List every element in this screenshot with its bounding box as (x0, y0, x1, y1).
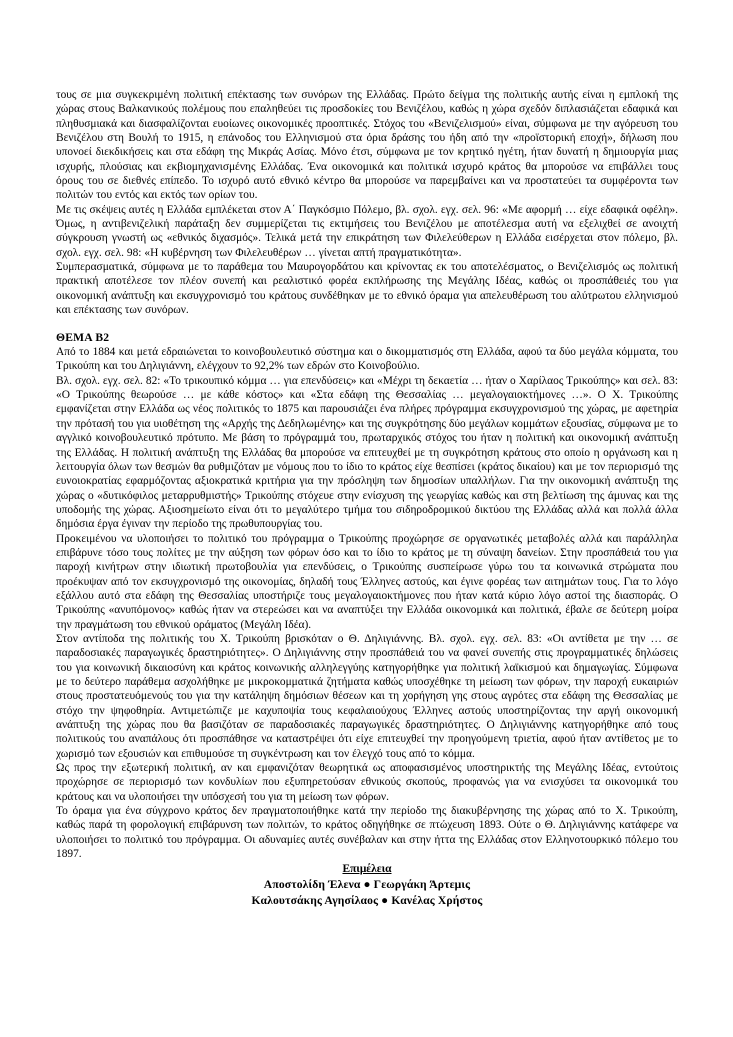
b2-paragraph-2: Βλ. σχολ. εγχ. σελ. 82: «Το τρικουπικό κόμμα … για επενδύσεις» και «Μέχρι τη δεκαετία … ήταν ο Χαρίλαος Τρικούπης» και σελ. 83: «Ο Τρικούπης θεωρούσε … με κάθε κόστος» και «Στα εδάφη της Θεσσαλίας … μεγαλογαιοκτήμονες …». Ο Χ. Τρικούπης εμφανίζεται στην Ελλάδα ως νέος πολιτικός το 1875 και παρουσιάζει ένα πλήρες πρόγραμμα εκσυγχρονισμού της χώρας, με αφετηρία την πρότασή του για υιοθέτηση της «Αρχής της Δεδηλωμένης» και της συγκρότησης δύο μεγάλων κομμάτων εξουσίας, σύμφωνα με το αγγλικό κοινοβουλευτικό πρότυπο. Με βάση το πρόγραμμά του, πρωταρχικός στόχος του ήταν η πολιτική και οικονομική ανάπτυξη της Ελλάδας. Η πολιτική ανάπτυξη της Ελλάδας θα μπορούσε να επιτευχθεί με τη συγκρότηση κράτους στο οποίο η οργάνωση και η λειτουργία όλων των θεσμών θα ρυθμιζόταν με νόμους που το ίδιο το κράτος είχε θεσπίσει (κράτος δικαίου) και με τον περιορισμό της ευνοιοκρατίας εφαρμόζοντας αξιοκρατικά κριτήρια για την πρόσληψη των δημοσίων υπαλλήλων. Για την οικονομική ανάπτυξη της χώρας ο «δυτικόφιλος μεταρρυθμιστής» Τρικούπης στόχευε στην ενίσχυση της γεωργίας καθώς και στη βελτίωση της άμυνας και της υποδομής της χώρας. Αξιοσημείωτο είναι ότι το μεγαλύτερο τμήμα του σιδηροδρομικού δικτύου της Ελλάδας αλλά και πολλά άλλα δημόσια έργα έγιναν την περίοδο της πρωθυπουργίας του. (56, 374, 678, 531)
footer-credits-heading: Επιμέλεια (342, 863, 392, 875)
document-footer (56, 862, 678, 909)
paragraph-intro-2: Με τις σκέψεις αυτές η Ελλάδα εμπλέκεται στον Α΄ Παγκόσμιο Πόλεμο, βλ. σχολ. εγχ. σελ. 96: «Με αφορμή … είχε εδαφικά οφέλη». Όμως, η αντιβενιζελική παράταξη δεν συμμερίζεται τις εκτιμήσεις του Βενιζέλου με αποτέλεσμα αυτή να εξελιχθεί σε ανοιχτή σύγκρουση γνωστή ως «εθνικός διχασμός». Τελικά μετά την επικράτηση των Φιλελεύθερων η Ελλάδα εισέρχεται στον πόλεμο, βλ. σχολ. εγχ. σελ. 98: «Η κυβέρνηση των Φιλελευθέρων … γίνεται απτή πραγματικότητα». (56, 203, 678, 259)
credit-name-3: Καλουτσάκης Αγησίλαος (251, 894, 379, 908)
b2-paragraph-3: Προκειμένου να υλοποιήσει το πολιτικό του πρόγραμμα ο Τρικούπης προχώρησε σε οργανωτικές μεταβολές αλλά και παράλληλα επιβάρυνε τόσο τους πολίτες με την αύξηση των φόρων όσο και το ίδιο το κράτος με τη σύναψη δανείων. Στην προσπάθειά του για παροχή κινήτρων στην ιδιωτική πρωτοβουλία για επενδύσεις, ο Τρικούπης συσπείρωσε γύρω του τα κοινωνικά στρώματα που προέκυψαν από τον εκσυγχρονισμό της οικονομίας, δηλαδή τους Έλληνες αστούς, και έγινε φορέας των αιτημάτων τους. Για το λόγο εξάλλου αυτό στα εδάφη της Θεσσαλίας υποστήριζε τους μεγαλογαιοκτήμονες που ήταν κατά κύριο λόγο αστοί της διασποράς. Ο Τρικούπης «ανυπόμονος» καθώς ήταν να στερεώσει και να αναπτύξει την Ελλάδα οικονομικά και πολιτικά, έβαλε σε δεύτερη μοίρα την πραγμάτωση του εθνικού οράματος (Μεγάλη Ιδέα). (56, 532, 678, 631)
credit-name-1: Αποστολίδη Έλενα (263, 878, 361, 891)
paragraph-intro-3: Συμπερασματικά, σύμφωνα με το παράθεμα του Μαυρογορδάτου και κρίνοντας εκ του αποτελέσματος, ο Βενιζελισμός ως πολιτική πρακτική αποτέλεσε τον πλέον συνεπή και ρεαλιστικό φορέα εκπλήρωσης της Μεγάλης Ιδέας, καθώς οι προσπάθειές του για οικονομική ανάπτυξη και εκσυγχρονισμό του κράτους συνδέθηκαν με το εθνικό όραμα για απελευθέρωση του αλύτρωτου ελληνισμού και επέκτασης των συνόρων. (56, 261, 678, 317)
credit-separator-icon-2: ● (381, 894, 389, 908)
section-spacer (56, 318, 678, 331)
footer-credits-line-1 (56, 877, 678, 893)
credit-name-2: Γεωργάκη Άρτεμις (373, 878, 471, 891)
b2-paragraph-1: Από το 1884 και μετά εδραιώνεται το κοινοβουλευτικό σύστημα και ο δικομματισμός στη Ελλάδα, αφού τα δύο μεγάλα κόμματα, του Τρικούπη και του Δηλιγιάννη, ελέγχουν το 92,2% των εδρών στο Κοινοβούλιο. (56, 346, 678, 373)
paragraph-intro-1: τους σε μια συγκεκριμένη πολιτική επέκτασης των συνόρων της Ελλάδας. Πρώτο δείγμα της πολιτικής αυτής είναι η εμπλοκή της χώρας στους Βαλκανικούς πολέμους που επαληθεύει τις προσδοκίες του Βενιζέλου, καθώς η χώρα σχεδόν διπλασιάζεται εδαφικά και πληθυσμιακά και διασφαλίζονται ευοίωνες οικονομικές προοπτικές. Στόχος του «Βενιζελισμού» είναι, σύμφωνα με την αγόρευση του Βενιζέλου στη Βουλή το 1915, η επάνοδος του Ελληνισμού στα όρια δράσης του ήδη από την «προϊστορική εποχή», δήλωση που υπονοεί διεκδικήσεις και στα εδάφη της Μικράς Ασίας. Μόνο έτσι, σύμφωνα με τον κρητικό ηγέτη, ήταν δυνατή η δημιουργία μιας ισχυρής, πλούσιας και εκβιομηχανισμένης Ελλάδας. Ένα οικονομικά και πολιτικά ισχυρό κράτος θα μπορούσε να επιβάλλει τους όρους του σε διεθνές επίπεδο. Το ισχυρό αυτό εθνικό κέντρο θα μπορούσε να παρεμβαίνει και να προστατεύει τα συμφέροντα των πολιτών του εντός και εκτός των ορίων του. (56, 89, 678, 202)
b2-paragraph-5: Ως προς την εξωτερική πολιτική, αν και εμφανιζόταν θεωρητικά ως αποφασισμένος υποστηρικτής της Μεγάλης Ιδέας, εντούτοις προχώρησε σε περιορισμό των κονδυλίων που εξυπηρετούσαν εθνικούς σκοπούς, προφανώς για να ενισχύσει τα οικονομικά του κράτους και να υλοποιήσει την υπόσχεσή του για τη μείωση των φόρων. (56, 762, 678, 803)
section-heading-b2: ΘΕΜΑ Β2 (56, 330, 110, 344)
b2-paragraph-4: Στον αντίποδα της πολιτικής του Χ. Τρικούπη βρισκόταν ο Θ. Δηλιγιάννης. Βλ. σχολ. εγχ. σελ. 83: «Οι αντίθετα με την … σε παραδοσιακές παραγωγικές δραστηριότητες». Ο Δηλιγιάννης στην προσπάθειά του να φανεί συνεπής στις προγραμματικές δηλώσεις του για κοινωνική δικαιοσύνη και κράτος κοινωνικής αλληλεγγύης κατηγορήθηκε για πολιτική λαϊκισμού και δημαγωγίας. Σύμφωνα με το δεύτερο παράθεμα ασχολήθηκε με μικροκομματικά ζητήματα καθώς υποσχέθηκε τη μείωση των φόρων, την παροχή ευκαιριών στους προστατευόμενούς του για την κατάληψη δημόσιων θέσεων και τη χορήγηση γης στους αγρότες στα εδάφη της Θεσσαλίας με στόχο την ψηφοθηρία. Αντιμετώπιζε με καχυποψία τους κεφαλαιούχους Έλληνες αστούς υποστηρίζοντας την αργή οικονομική ανάπτυξη της χώρας που θα βασιζόταν σε παραδοσιακές παραγωγικές δραστηριότητες. Ο Δηλιγιάννης κατηγορήθηκε από τους πολιτικούς του αναπάλους ότι προσπάθησε να καταστρέψει ότι είχε επιτευχθεί την προηγούμενη τριετία, αφού ήταν αντίθετος με το χωρισμό των εξουσιών και επιθυμούσε τη συγκέντρωση και τον έλεγχό τους από το κόμμα. (56, 632, 678, 760)
credit-separator-icon: ● (363, 878, 371, 891)
b2-paragraph-6: Το όραμα για ένα σύγχρονο κράτος δεν πραγματοποιήθηκε κατά την περίοδο της διακυβέρνησης της χώρας από το Χ. Τρικούπη, καθώς παρά τη φορολογική επιβάρυνση των πολιτών, το κράτος οδηγήθηκε σε πτώχευση 1893. Ούτε ο Θ. Δηλιγιάννης κατάφερε να υλοποιήσει το πολιτικό του πρόγραμμα. Οι αδυναμίες αυτές συνέβαλαν και στην ήττα της Ελλάδας στον Ελληνοτουρκικό πόλεμο του 1897. (56, 805, 678, 861)
document-body (56, 88, 678, 861)
footer-credits-line-2 (56, 893, 678, 909)
credit-name-4: Κανέλας Χρήστος (391, 894, 483, 908)
